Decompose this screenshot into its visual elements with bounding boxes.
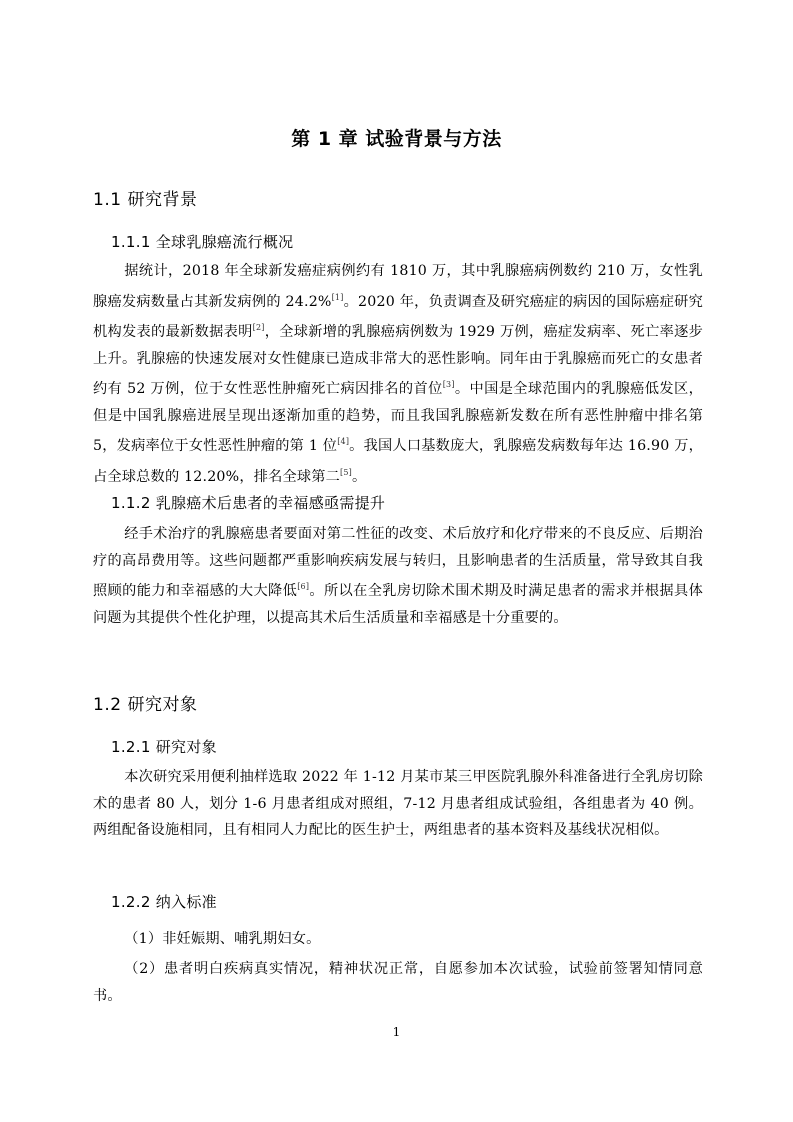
subsection-heading-1-2-2: 1.2.2 纳入标准 bbox=[111, 893, 217, 911]
paragraph-text: 经手术治疗的乳腺癌患者要面对第二性征的改变、术后放疗和化疗带来的不良反应、后期治疗的高昂费用等。这些问题都严重影响疾病发展与转归，且影响患者的生活质量，常导致其自我照顾的能力和幸福感的大大降低 bbox=[93, 526, 703, 599]
chapter-title: 第 1 章 试验背景与方法 bbox=[291, 128, 502, 150]
paragraph-postoperative-wellbeing bbox=[93, 521, 703, 631]
paragraph-text: 。中国是全球范围内的乳腺癌低发区，但是中国乳腺癌进展呈现出逐渐加重的趋势，而且我国乳腺癌新发数在所有恶性肿瘤中排名第 5，发病率位于女性恶性肿瘤的第 1 位 bbox=[93, 381, 704, 454]
paragraph-text: 。所以在全乳房切除术围术期及时满足患者的需求并根据具体问题为其提供个性化护理，以提高其术后生活质量和幸福感是十分重要的。 bbox=[93, 583, 703, 626]
subsection-heading-1-2-1: 1.2.1 研究对象 bbox=[111, 738, 217, 756]
subsection-heading-1-1-1: 1.1.1 全球乳腺癌流行概况 bbox=[111, 233, 294, 251]
inclusion-criterion-2: （2）患者明白疾病真实情况，精神状况正常，自愿参加本次试验，试验前签署知情同意书。 bbox=[93, 961, 703, 1004]
citation-3[interactable]: [3] bbox=[442, 380, 455, 389]
paragraph-study-subjects: 本次研究采用便利抽样选取 2022 年 1-12 月某市某三甲医院乳腺外科准备进行全乳房切除术的患者 80 人，划分 1-6 月患者组成对照组，7-12 月患者组成试验组，各组患者为 40 例。两组配备设施相同，且有相同人力配比的医生护士，两组患者的基本资料及基线状况相似。 bbox=[93, 769, 703, 838]
citation-6[interactable]: [6] bbox=[297, 582, 310, 591]
paragraph-text: ，全球新增的乳腺癌病例数为 1929 万例，癌症发病率、死亡率逐步上升。乳腺癌的快速发展对女性健康已造成非常大的恶性影响。同年由于乳腺癌而死亡的女患者约有 52 万例，位于女性恶性肿瘤死亡病因排名的首位 bbox=[93, 324, 703, 397]
paragraph-text: 据统计，2018 年全球新发癌症病例约有 1810 万，其中乳腺癌病例数约 210 万，女性乳腺癌发病数量占其新发病例的 24.2% bbox=[93, 263, 703, 310]
paragraph-text: 。 bbox=[351, 468, 367, 485]
page-number: 1 bbox=[392, 1025, 401, 1039]
paragraph-text: 。2020 年，负责调查及研究癌症的病因的国际癌症研究机构发表的最新数据表明 bbox=[93, 293, 703, 340]
citation-1[interactable]: [1] bbox=[331, 292, 344, 302]
section-heading-1-1: 1.1 研究背景 bbox=[93, 190, 198, 210]
paragraph-text: 。我国人口基数庞大，乳腺癌发病数每年达 16.90 万，占全球总数的 12.20%，排名全球第二 bbox=[93, 438, 703, 485]
subsection-heading-1-1-2: 1.1.2 乳腺癌术后患者的幸福感亟需提升 bbox=[111, 494, 386, 512]
inclusion-criterion-1: （1）非妊娠期、哺乳期妇女。 bbox=[124, 931, 321, 947]
section-heading-1-2: 1.2 研究对象 bbox=[93, 695, 198, 715]
paragraph-global-breast-cancer bbox=[93, 258, 703, 490]
citation-4[interactable]: [4] bbox=[337, 437, 350, 446]
citation-5[interactable]: [5] bbox=[340, 467, 352, 477]
citation-2[interactable]: [2] bbox=[252, 323, 265, 332]
